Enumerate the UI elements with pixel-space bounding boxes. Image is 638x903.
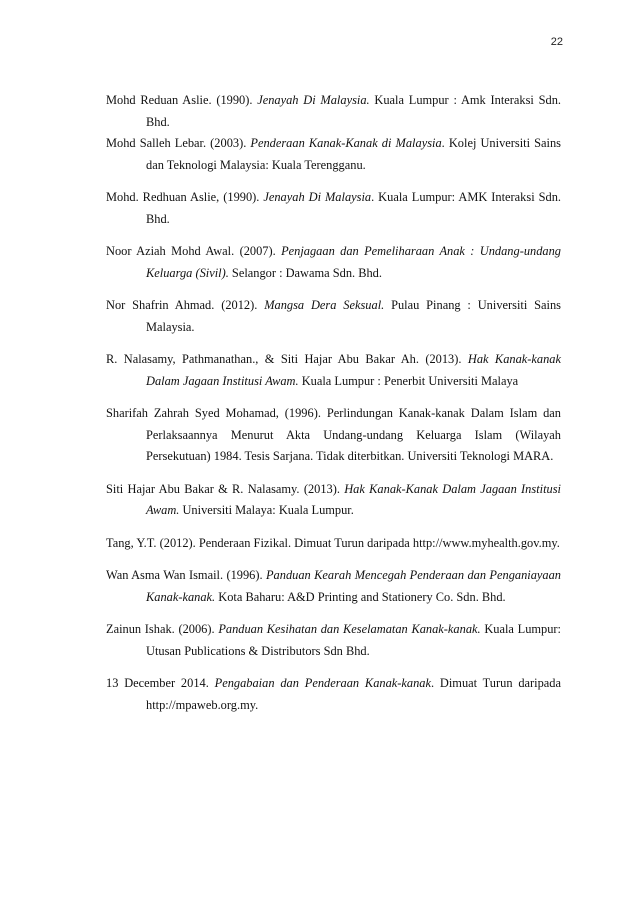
- reference-title: Jenayah Di Malaysia.: [257, 93, 370, 107]
- reference-publisher: Universiti Malaya: Kuala Lumpur.: [179, 503, 354, 517]
- reference-entry: [106, 403, 561, 468]
- reference-authors-year: Noor Aziah Mohd Awal. (2007).: [106, 244, 282, 258]
- reference-entry: [106, 241, 561, 284]
- reference-entry: [106, 533, 561, 555]
- reference-authors-year: R. Nalasamy, Pathmanathan., & Siti Hajar Abu Bakar Ah. (2013).: [106, 352, 468, 366]
- page-number: 22: [550, 36, 563, 48]
- reference-entry: [106, 187, 561, 230]
- reference-publisher: Pulau Pinang : Universiti Sains Malaysia.: [146, 298, 561, 334]
- reference-publisher: . Kolej Universiti Sains dan Teknologi Malaysia: Kuala Terengganu.: [146, 136, 561, 172]
- reference-authors-year: 13 December 2014.: [106, 676, 215, 690]
- reference-entry: [106, 479, 561, 522]
- reference-entry: [106, 133, 561, 176]
- reference-publisher: Kota Baharu: A&D Printing and Stationery Co. Sdn. Bhd.: [215, 589, 506, 604]
- reference-list: [106, 90, 561, 727]
- reference-entry: [106, 349, 561, 392]
- reference-entry: [106, 619, 561, 662]
- reference-title: Hak Kanak-kanak Dalam Jagaan Institusi Awam.: [146, 352, 561, 388]
- reference-entry: [106, 295, 561, 338]
- reference-authors-year: Siti Hajar Abu Bakar & R. Nalasamy. (2013).: [106, 481, 345, 496]
- reference-text: Tang, Y.T. (2012). Penderaan Fizikal. Dimuat Turun daripada http://www.myhealth.gov.my.: [106, 535, 560, 550]
- reference-authors-year: Wan Asma Wan Ismail. (1996).: [106, 568, 266, 582]
- reference-title: Panduan Kesihatan dan Keselamatan Kanak-kanak.: [218, 622, 481, 636]
- reference-title: Jenayah Di Malaysia: [263, 190, 372, 204]
- reference-entry: [106, 90, 561, 133]
- reference-entry: [106, 673, 561, 716]
- reference-publisher: Kuala Lumpur : Amk Interaksi Sdn. Bhd.: [146, 93, 562, 129]
- reference-publisher: Selangor : Dawama Sdn. Bhd.: [228, 265, 382, 280]
- reference-title: Mangsa Dera Seksual.: [264, 298, 385, 312]
- reference-publisher: Kuala Lumpur: Utusan Publications & Distributors Sdn Bhd.: [146, 622, 561, 658]
- reference-publisher: . Kuala Lumpur: AMK Interaksi Sdn. Bhd.: [146, 190, 561, 226]
- reference-authors-year: Mohd Salleh Lebar. (2003).: [106, 136, 251, 150]
- reference-authors-year: Mohd Reduan Aslie. (1990).: [106, 93, 258, 107]
- reference-title: Pengabaian dan Penderaan Kanak-kanak: [214, 676, 431, 690]
- reference-text: Sharifah Zahrah Syed Mohamad, (1996). Perlindungan Kanak-kanak Dalam Islam dan Perlaksaannya Menurut Akta Undang-undang Keluarga Islam (Wilayah Persekutuan) 1984. Tesis Sarjana. Tidak diterbitkan. Universiti Teknologi MARA.: [106, 406, 561, 463]
- reference-publisher: Kuala Lumpur : Penerbit Universiti Malaya: [298, 373, 519, 388]
- reference-title: Penderaan Kanak-Kanak di Malaysia: [250, 136, 442, 150]
- reference-entry: [106, 565, 561, 608]
- reference-authors-year: Mohd. Redhuan Aslie, (1990).: [106, 190, 264, 204]
- reference-authors-year: Zainun Ishak. (2006).: [106, 622, 219, 636]
- reference-title: Hak Kanak-Kanak Dalam Jagaan Institusi Awam.: [146, 481, 561, 517]
- reference-title: Penjagaan dan Pemeliharaan Anak : Undang-undang Keluarga (Sivil).: [146, 244, 561, 280]
- reference-authors-year: Nor Shafrin Ahmad. (2012).: [106, 298, 265, 312]
- reference-title: Panduan Kearah Mencegah Penderaan dan Penganiayaan Kanak-kanak.: [146, 568, 562, 604]
- reference-publisher: . Dimuat Turun daripada http://mpaweb.org.my.: [146, 676, 561, 712]
